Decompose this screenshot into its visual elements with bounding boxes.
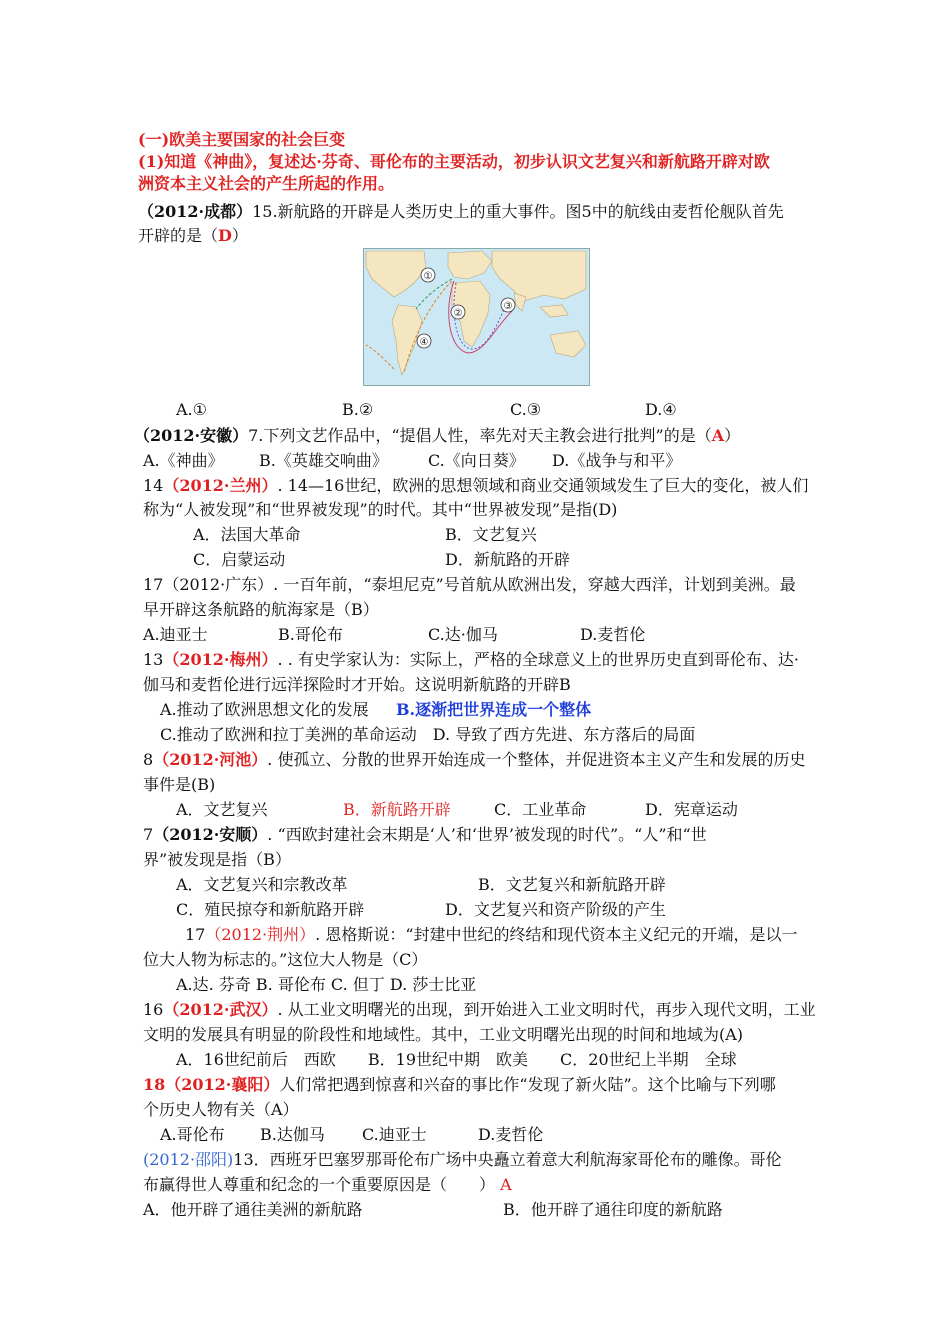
question-11-line1: [143, 1149, 782, 1171]
option-b: B.哥伦布: [278, 625, 343, 644]
option-d: D.《战争与和平》: [552, 451, 682, 470]
options: A．16世纪前后 西欧 B．19世纪中期 欧美 C．20世纪上半期 全球: [176, 1050, 737, 1069]
question-7-line2: 界”被发现是指（B）: [143, 850, 291, 869]
question-stem: 13．西班牙巴塞罗那哥伦布广场中央矗立着意大利航海家哥伦布的雕像。哥伦: [233, 1150, 782, 1169]
question-stem: . 14—16世纪，欧洲的思想领域和商业交通领域发生了巨大的变化，被人们: [277, 476, 809, 495]
question-4-line2: 早开辟这条航路的航海家是（B）: [143, 600, 379, 619]
option-b: B．文艺复兴: [445, 525, 537, 544]
question-number: 16: [143, 1000, 164, 1019]
option-d: D．新航路的开辟: [445, 550, 570, 569]
question-stem: 布赢得世人尊重和纪念的一个重要原因是（ ）: [143, 1175, 496, 1194]
question-source: （2012·武汉）: [163, 1000, 278, 1019]
option-d: D.麦哲伦: [580, 625, 646, 644]
option-a: A．他开辟了通往美洲的新航路: [143, 1200, 363, 1219]
question-1-line2: [138, 225, 248, 247]
question-stem: . 从工业文明曙光的出现，到开始进入工业文明时代，再步入现代文明，工业: [277, 1000, 816, 1019]
answer-mark: A: [500, 1175, 512, 1194]
option-d: D．宪章运动: [645, 800, 738, 819]
question-3-line2: 称为“人被发现”和“世界被发现”的时代。其中“世界被发现”是指(D): [143, 500, 618, 519]
option-c: C.达·伽马: [428, 625, 498, 644]
option-b: B．他开辟了通往印度的新航路: [503, 1200, 723, 1219]
question-stem: ）: [724, 426, 741, 445]
option-b: B.《英雄交响曲》: [259, 451, 388, 470]
option-a: A.《神曲》: [143, 451, 224, 470]
question-7-line1: [143, 824, 707, 846]
question-9-line2: 文明的发展具有明显的阶段性和地域性。其中，工业文明曙光出现的时间和地域为(A): [143, 1025, 744, 1044]
option-a: A.迪亚士: [143, 625, 208, 644]
question-6-line1: [143, 749, 805, 771]
question-1-line1: [138, 201, 784, 223]
question-2-line1: [134, 425, 740, 447]
question-number: 13: [143, 650, 164, 669]
option-b: B.达伽马: [260, 1125, 325, 1144]
question-5-line1: [143, 649, 799, 671]
map-marker-3: ③: [503, 301, 513, 312]
question-stem: . “西欧封建社会末期是‘人’和‘世界’被发现的时代”。“人”和“世: [267, 825, 707, 844]
options: A.达. 芬奇 B. 哥伦布 C. 但丁 D. 莎士比亚: [176, 975, 477, 994]
question-5-line2: 伽马和麦哲伦进行远洋探险时才开始。这说明新航路的开辟B: [143, 675, 571, 694]
option-a: A.推动了欧洲思想文化的发展: [160, 700, 369, 719]
question-8-line1: [185, 924, 798, 946]
question-source: （2012·安徽）: [134, 426, 249, 445]
question-stem: . 使孤立、分散的世界开始连成一个整体，并促进资本主义产生和发展的历史: [267, 750, 806, 769]
option-c: C.迪亚士: [362, 1125, 427, 1144]
question-stem: . 恩格斯说：“封建中世纪的终结和现代资本主义纪元的开端，是以一: [315, 925, 798, 944]
question-10-line2: 个历史人物有关（A）: [143, 1100, 299, 1119]
question-source: （2012·安顺）: [153, 825, 268, 844]
question-stem: . . 有史学家认为：实际上，严格的全球意义上的世界历史直到哥伦布、达·: [277, 650, 799, 669]
question-stem: 7.下列文艺作品中，“提倡人性，率先对天主教会进行批判”的是（: [248, 426, 712, 445]
option-c: C.③: [510, 400, 542, 419]
option-a: A.哥伦布: [160, 1125, 225, 1144]
curriculum-standard-line2: 洲资本主义社会的产生所起的作用。: [138, 174, 395, 193]
option-b: B.②: [342, 400, 374, 419]
question-11-line2: [143, 1174, 512, 1196]
question-4-line1: 17（2012·广东）. 一百年前，“泰坦尼克”号首航从欧洲出发，穿越大西洋，计划到美洲。最: [143, 575, 796, 594]
option-d: D.麦哲伦: [478, 1125, 544, 1144]
question-source: （2012·梅州）: [163, 650, 278, 669]
question-stem: 人们常把遇到惊喜和兴奋的事比作“发现了新火陆”。这个比喻与下列哪: [279, 1075, 776, 1094]
question-source: （2012·兰州）: [163, 476, 278, 495]
question-stem: 开辟的是（: [138, 226, 219, 245]
map-marker-4: ④: [419, 337, 429, 348]
option-c-d: C.推动了欧洲和拉丁美洲的革命运动 D. 导致了西方先进、东方落后的局面: [160, 725, 696, 744]
question-source: （2012·成都）: [138, 202, 253, 221]
section-title: (一)欧美主要国家的社会巨变: [138, 130, 346, 149]
option-c: C．工业革命: [494, 800, 587, 819]
question-source: (2012·邵阳): [143, 1150, 234, 1169]
answer-mark: A: [711, 426, 725, 445]
question-number: 14: [143, 476, 164, 495]
option-a: A.①: [176, 400, 207, 419]
question-3-line1: [143, 475, 808, 497]
map-marker-2: ②: [453, 308, 463, 319]
option-c: C．殖民掠夺和新航路开辟: [176, 900, 365, 919]
option-b: B．文艺复兴和新航路开辟: [478, 875, 666, 894]
question-source: （2012·荆州）: [205, 925, 316, 944]
question-stem: ）: [231, 226, 248, 245]
question-source: 18（2012·襄阳）: [143, 1075, 280, 1094]
option-a: A．文艺复兴和宗教改革: [176, 875, 348, 894]
question-8-line2: 位大人物为标志的。”这位大人物是（C）: [143, 950, 428, 969]
route-map-figure: [363, 248, 590, 386]
option-d: D．文艺复兴和资产阶级的产生: [445, 900, 666, 919]
answer-mark: D: [218, 226, 232, 245]
route-map-svg: [364, 249, 589, 385]
option-d: D.④: [645, 400, 677, 419]
option-c: C.《向日葵》: [428, 451, 525, 470]
question-number: 17: [185, 925, 206, 944]
option-b-answer: B．新航路开辟: [343, 800, 451, 819]
question-6-line2: 事件是(B): [143, 775, 216, 794]
curriculum-standard-line1: (1)知道《神曲》，复述达·芬奇、哥伦布的主要活动，初步认识文艺复兴和新航路开辟对欧: [138, 152, 770, 171]
option-a: A．文艺复兴: [176, 800, 268, 819]
option-c: C．启蒙运动: [193, 550, 286, 569]
question-source: （2012·河池）: [153, 750, 268, 769]
question-stem: 15.新航路的开辟是人类历史上的重大事件。图5中的航线由麦哲伦舰队首先: [252, 202, 784, 221]
question-9-line1: [143, 999, 816, 1021]
question-10-line1: [143, 1074, 776, 1096]
option-b-answer: B.逐渐把世界连成一个整体: [396, 700, 592, 719]
question-number: 7: [143, 825, 154, 844]
question-number: 8: [143, 750, 154, 769]
map-marker-1: ①: [423, 271, 433, 282]
option-a: A．法国大革命: [193, 525, 301, 544]
